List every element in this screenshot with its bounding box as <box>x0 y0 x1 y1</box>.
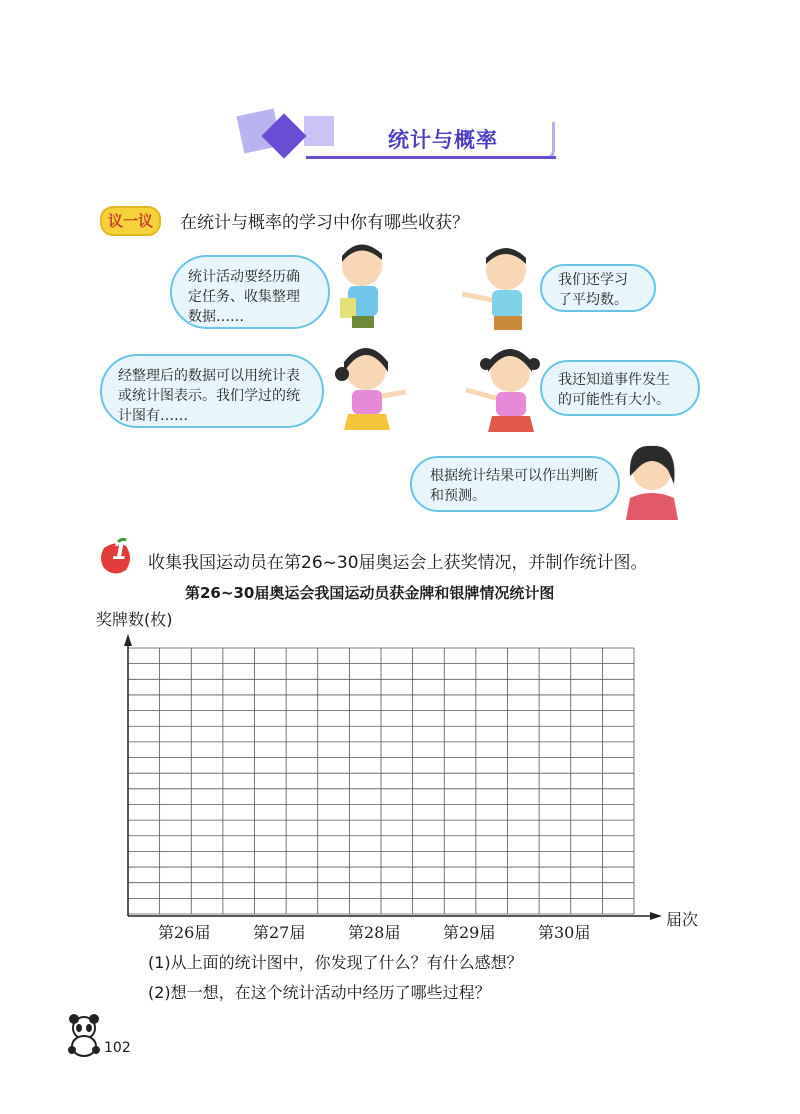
page-title: 统计与概率 <box>388 128 498 152</box>
page-number: 102 <box>104 1040 131 1056</box>
x-tick-label: 第30届 <box>538 923 591 942</box>
y-axis-label: 奖牌数(枚) <box>96 610 173 629</box>
panda-icon <box>64 1014 104 1058</box>
question-2: (2)想一想，在这个统计活动中经历了哪些过程？ <box>148 983 491 1002</box>
bubble-text: 根据统计结果可以作出判断和预测。 <box>430 468 598 504</box>
x-axis-label: 届次 <box>666 910 699 929</box>
bubble-text: 我们还学习了平均数。 <box>558 272 628 308</box>
exercise-number: 1 <box>112 540 128 565</box>
x-axis-arrow <box>650 912 662 920</box>
x-tick-label: 第27届 <box>253 923 306 942</box>
bubble-text: 统计活动要经历确定任务、收集整理数据…… <box>188 269 300 325</box>
bubble-text: 经整理后的数据可以用统计表或统计图表示。我们学过的统计图有…… <box>118 368 300 424</box>
question-1: (1)从上面的统计图中，你发现了什么？有什么感想？ <box>148 953 523 972</box>
exercise-text: 收集我国运动员在第26~30届奥运会上获奖情况，并制作统计图。 <box>148 553 648 573</box>
y-axis-arrow <box>124 634 132 646</box>
chart-title: 第26~30届奥运会我国运动员获金牌和银牌情况统计图 <box>185 584 555 602</box>
x-tick-label: 第28届 <box>348 923 401 942</box>
x-tick-label: 第29届 <box>443 923 496 942</box>
x-tick-label: 第26届 <box>158 923 211 942</box>
discuss-tag: 议一议 <box>100 206 161 236</box>
discuss-question: 在统计与概率的学习中你有哪些收获？ <box>180 213 469 233</box>
bubble-text: 我还知道事件发生的可能性有大小。 <box>558 372 670 408</box>
chart-grid <box>128 648 634 914</box>
